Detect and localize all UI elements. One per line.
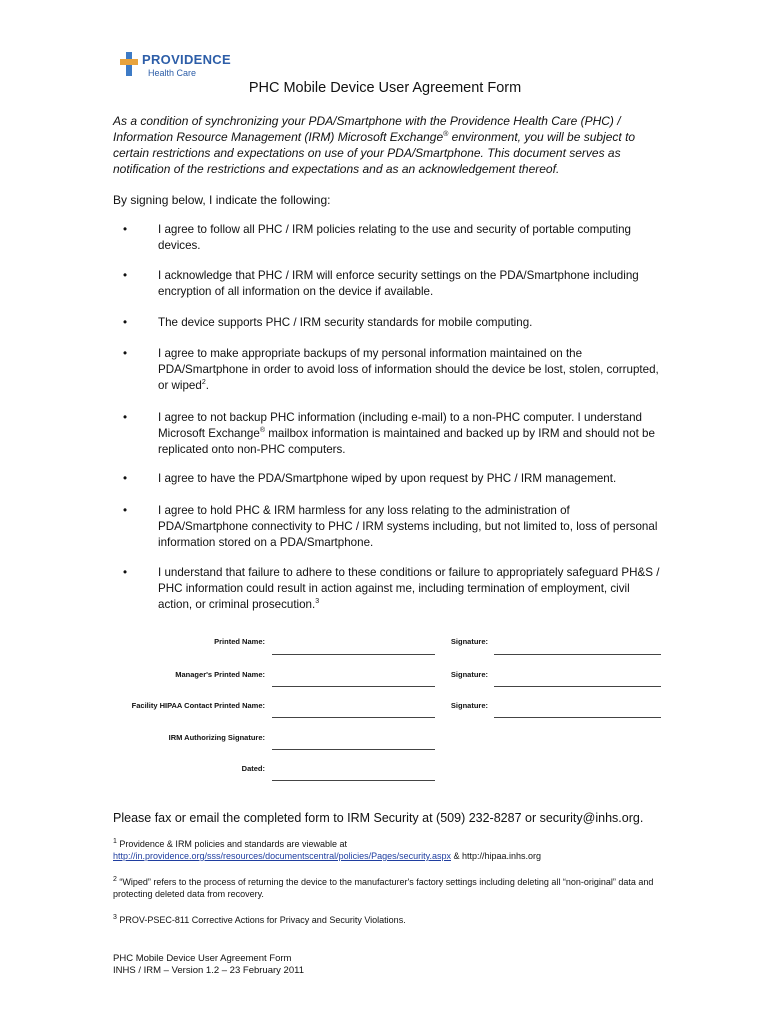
signature-field[interactable]	[494, 654, 661, 655]
manager-signature-field[interactable]	[494, 686, 661, 687]
footnote-text: PROV-PSEC-811 Corrective Actions for Privacy and Security Violations.	[116, 915, 406, 925]
list-item-text	[158, 410, 661, 458]
list-item-text	[158, 565, 661, 613]
list-item-text-part: I understand that failure to adhere to these conditions or failure to appropriately safeguard PH&S / PHC information could result in action against me, including termination of employment, civil action, or criminal prosecution.	[158, 566, 660, 611]
logo-subtitle: Health Care	[148, 68, 197, 78]
footnote-ref: 3	[315, 598, 320, 606]
manager-signature-label: Signature:	[450, 670, 488, 679]
footnote-1	[113, 838, 658, 862]
list-item-text	[158, 346, 661, 394]
irm-authorizing-label: IRM Authorizing Signature:	[168, 733, 265, 742]
lead-sentence: By signing below, I indicate the following:	[113, 193, 331, 207]
footnote-text: Providence & IRM policies and standards are viewable at	[116, 839, 348, 849]
page-footer	[113, 953, 304, 977]
footnote-3	[113, 914, 658, 926]
signature-label: Signature:	[450, 637, 488, 646]
bullet-icon: •	[123, 347, 128, 360]
list-item-text: I agree to follow all PHC / IRM policies relating to the use and security of portable computing devices.	[158, 223, 632, 252]
facility-hipaa-field[interactable]	[272, 717, 435, 718]
managers-printed-name-label: Manager's Printed Name:	[175, 670, 265, 679]
footer-line-1: PHC Mobile Device User Agreement Form	[113, 953, 292, 964]
logo-name: PROVIDENCE	[142, 52, 231, 67]
intro-text-1: As a condition of synchronizing your PDA/Smartphone with the Providence Health Care (PHC) / Information Resource Management (IRM) Microsoft Exchange	[113, 114, 621, 144]
registered-mark: ®	[443, 131, 449, 138]
footnote-text-tail: & http://hipaa.inhs.org	[451, 851, 542, 861]
facility-hipaa-label: Facility HIPAA Contact Printed Name:	[131, 701, 265, 710]
footnote-2	[113, 876, 658, 900]
printed-name-field[interactable]	[272, 654, 435, 655]
dated-field[interactable]	[272, 780, 435, 781]
bullet-icon: •	[123, 411, 128, 424]
cross-icon-horizontal	[120, 59, 138, 65]
list-item-text: I acknowledge that PHC / IRM will enforce security settings on the PDA/Smartphone including encryption of all information on the device if available.	[158, 269, 639, 298]
footnote-ref: 2	[201, 379, 206, 387]
hipaa-signature-label: Signature:	[450, 701, 488, 710]
bullet-icon: •	[123, 316, 128, 329]
registered-mark: ®	[259, 427, 265, 435]
list-item-text: I agree to have the PDA/Smartphone wiped by upon request by PHC / IRM management.	[158, 472, 617, 485]
intro-paragraph	[113, 113, 658, 177]
bullet-icon: •	[123, 472, 128, 485]
dated-label: Dated:	[241, 764, 265, 773]
bullet-icon: •	[123, 504, 128, 517]
bullet-icon: •	[123, 223, 128, 236]
footer-line-2: INHS / IRM – Version 1.2 – 23 February 2011	[113, 965, 304, 976]
footnote-text: “Wiped” refers to the process of returning the device to the manufacturer's factory settings including deleting all “non-original” data and protecting deleted data from recovery.	[113, 877, 654, 899]
footnote-number: 3	[113, 914, 117, 921]
footnote-number: 2	[113, 876, 117, 883]
printed-name-label: Printed Name:	[214, 637, 265, 646]
list-item-text-part: I agree to not backup PHC information (including e-mail) to a non-PHC computer. I understand Microsoft Exchange	[158, 411, 642, 440]
list-item-text: The device supports PHC / IRM security standards for mobile computing.	[158, 316, 533, 329]
list-item-text-part: .	[205, 379, 209, 392]
policies-link[interactable]: http://in.providence.org/sss/resources/documentscentral/policies/Pages/security.aspx	[113, 851, 451, 861]
page-title: PHC Mobile Device User Agreement Form	[248, 80, 522, 96]
footnote-number: 1	[113, 838, 117, 845]
closing-instruction: Please fax or email the completed form to IRM Security at (509) 232-8287 or security@inhs.org.	[113, 811, 644, 825]
irm-authorizing-field[interactable]	[272, 749, 435, 750]
bullet-icon: •	[123, 269, 128, 282]
bullet-icon: •	[123, 566, 128, 579]
list-item-text-part: mailbox information is maintained and backed up by IRM and should not be replicated onto non-PHC computers.	[158, 427, 655, 456]
hipaa-signature-field[interactable]	[494, 717, 661, 718]
managers-printed-name-field[interactable]	[272, 686, 435, 687]
intro-text-2: environment, you will be subject to certain restrictions and expectations on use of your PDA/Smartphone. This document serves as notification of the restrictions and expectations and as an acknowledgement thereof.	[113, 130, 636, 176]
list-item-text-part: I agree to make appropriate backups of my personal information maintained on the PDA/Smartphone in order to avoid loss of information should the device be lost, stolen, corrupted, or wiped	[158, 347, 659, 392]
list-item-text: I agree to hold PHC & IRM harmless for any loss relating to the administration of PDA/Smartphone connectivity to PHC / IRM systems including, but not limited to, loss of personal information stored on a PDA/Smartphone.	[158, 504, 658, 549]
